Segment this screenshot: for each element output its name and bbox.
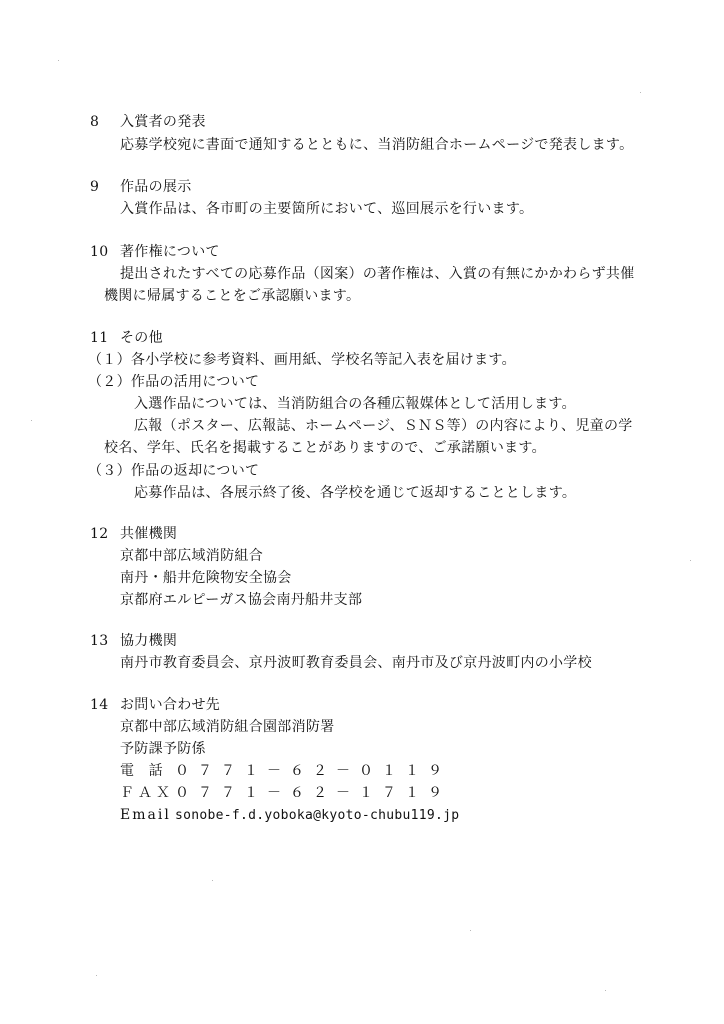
list-item-text: 校名、学年、氏名を掲載することがありますので、ご承諾願います。 [104,440,546,456]
section-number: 8 [90,114,100,130]
section-title: 著作権について [120,244,220,260]
list-item-text: 入選作品については、当消防組合の各種広報媒体として活用します。 [134,396,576,412]
scan-speck [212,880,213,881]
section-number: 9 [90,179,100,195]
section-text: 南丹市教育委員会、京丹波町教育委員会、南丹市及び京丹波町内の小学校 [120,655,592,671]
organization-name: 京都府エルピーガス協会南丹船井支部 [120,592,363,608]
section-number: 14 [90,697,109,713]
section-title: 入賞者の発表 [120,114,206,130]
scan-speck [690,560,691,561]
list-item: （３）作品の返却について [88,463,260,479]
scan-speck [605,990,606,991]
list-item-text: 応募作品は、各展示終了後、各学校を通じて返却することとします。 [134,485,577,501]
section-text: 応募学校宛に書面で通知するとともに、当消防組合ホームページで発表します。 [120,137,634,153]
fax-label: ＦＡＸ [120,785,174,801]
organization-name: 南丹・船井危険物安全協会 [120,570,292,586]
fax-value: ０７７１－６２－１７１９ [175,785,451,801]
contact-office: 京都中部広域消防組合園部消防署 [120,719,335,735]
scan-speck [470,930,471,931]
scan-speck [31,420,32,421]
section-number: 13 [90,633,109,649]
scan-speck [96,975,97,976]
contact-division: 予防課予防係 [120,741,206,757]
scan-speck [640,92,641,93]
section-title: 共催機関 [120,526,178,542]
tel-value: ０７７１－６２－０１１９ [175,763,451,779]
list-item: （１）各小学校に参考資料、画用紙、学校名等記入表を届けます。 [88,352,516,368]
section-text: 提出されたすべての応募作品（図案）の著作権は、入賞の有無にかかわらず共催 [120,266,635,282]
email-value: sonobe-f.d.yoboka@kyoto-chubu119.jp [175,808,460,823]
email-label: Email [120,807,171,823]
section-title: 協力機関 [120,633,178,649]
section-text: 入賞作品は、各市町の主要箇所において、巡回展示を行います。 [120,201,534,217]
scan-speck [58,60,59,61]
tel-label: 電 話 [120,763,163,779]
list-item-text: 広報（ポスター、広報誌、ホームページ、ＳＮＳ等）の内容により、児童の学 [134,418,633,434]
section-number: 12 [90,526,109,542]
list-item: （２）作品の活用について [88,374,260,390]
section-title: お問い合わせ先 [120,697,221,713]
section-text: 機関に帰属することをご承認願います。 [104,288,361,304]
section-title: 作品の展示 [120,179,192,195]
section-number: 11 [90,330,109,346]
section-number: 10 [90,244,109,260]
organization-name: 京都中部広域消防組合 [120,548,263,564]
section-title: その他 [120,330,163,346]
